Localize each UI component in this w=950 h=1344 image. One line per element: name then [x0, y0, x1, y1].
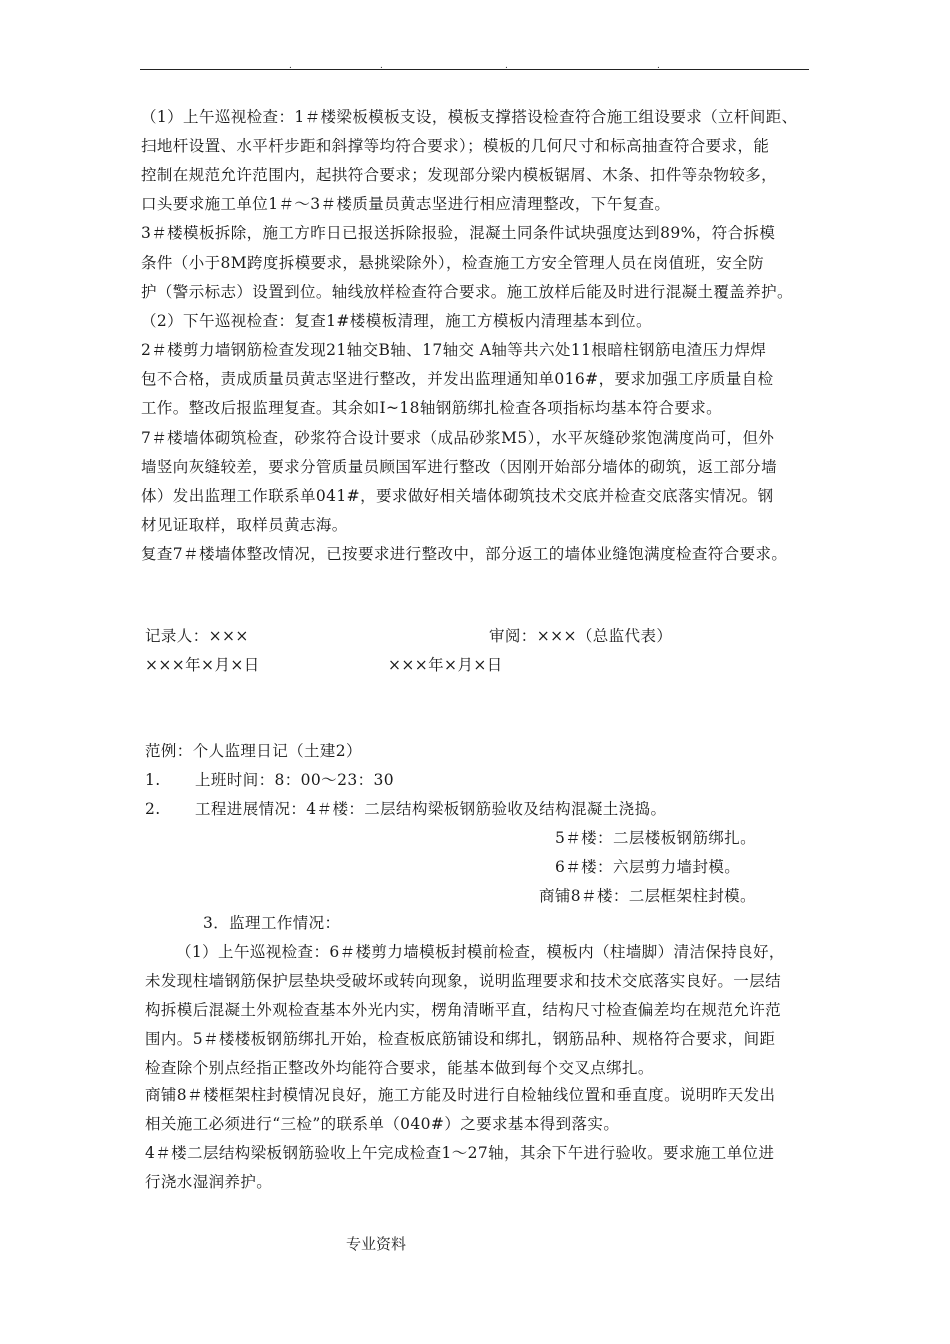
body-line: 墙竖向灰缝较差，要求分管质量员顾国军进行整改（因刚开始部分墙体的砌筑，返工部分墙: [141, 458, 778, 476]
body-line: 控制在规范允许范围内，起拱符合要求；发现部分梁内模板锯屑、木条、扣件等杂物较多，: [141, 166, 778, 184]
body-line: （1）上午巡视检查：1＃楼梁板模板支设，模板支撑搭设检查符合施工组设要求（立杆间距、: [141, 108, 798, 126]
item-number: 1.: [145, 771, 161, 789]
body-line: 商铺8＃楼框架柱封模情况良好，施工方能及时进行自检轴线位置和垂直度。说明昨天发出: [145, 1086, 776, 1104]
work-hours: 上班时间：8：00～23：30: [195, 771, 395, 789]
body-line: 7＃楼墙体砌筑检查，砂浆符合设计要求（成品砂浆M5），水平灰缝砂浆饱满度尚可，但外: [141, 429, 775, 447]
body-line: 3＃楼模板拆除，施工方昨日已报送拆除报验，混凝土同条件试块强度达到89%，符合拆模: [141, 224, 776, 242]
header-dot: .: [289, 61, 292, 71]
body-line: 2＃楼剪力墙钢筋检查发现21轴交B轴、17轴交 A轴等共六处11根暗柱钢筋电渣压力焊焊: [141, 341, 767, 359]
body-line: 工作。整改后报监理复查。其余如Ⅰ~18轴钢筋绑扎检查各项指标均基本符合要求。: [141, 399, 723, 417]
body-line: （1）上午巡视检查：6＃楼剪力墙模板封模前检查，模板内（柱墙脚）清洁保持良好，: [176, 943, 785, 961]
body-line: 4＃楼二层结构梁板钢筋验收上午完成检查1～27轴，其余下午进行验收。要求施工单位进: [145, 1144, 775, 1162]
recorder-date: ×××年×月×日: [145, 656, 260, 674]
body-line: 检查除个别点经指正整改外均能符合要求，能基本做到每个交叉点绑扎。: [145, 1059, 654, 1077]
body-line: 扫地杆设置、水平杆步距和斜撑等均符合要求）；模板的几何尺寸和标高抽查符合要求，能: [141, 137, 770, 155]
body-line: 构拆模后混凝土外观检查基本外光内实，楞角清晰平直，结构尺寸检查偏差均在规范允许范: [145, 1001, 782, 1019]
reviewer-label: 审阅：×××（总监代表）: [489, 627, 673, 645]
header-rule: [140, 69, 809, 70]
body-line: 体）发出监理工作联系单041#，要求做好相关墙体砌筑技术交底并检查交底落实情况。钢: [141, 487, 774, 505]
progress-heading: 工程进展情况：4＃楼：二层结构梁板钢筋验收及结构混凝土浇捣。: [195, 800, 667, 818]
body-line: 包不合格，责成质量员黄志坚进行整改，并发出监理通知单016#，要求加强工序质量自检: [141, 370, 774, 388]
body-line: 护（警示标志）设置到位。轴线放样检查符合要求。施工放样后能及时进行混凝土覆盖养护。: [141, 283, 793, 301]
reviewer-date: ×××年×月×日: [388, 656, 503, 674]
body-line: 围内。5＃楼楼板钢筋绑扎开始，检查板底筋铺设和绑扎，钢筋品种、规格符合要求，间距: [145, 1030, 776, 1048]
body-line: 复查7＃楼墙体整改情况，已按要求进行整改中，部分返工的墙体业缝饱满度检查符合要求。: [141, 545, 788, 563]
body-line: 口头要求施工单位1＃～3＃楼质量员黄志坚进行相应清理整改，下午复查。: [141, 195, 671, 213]
body-line: 条件（小于8M跨度拆模要求，悬挑梁除外），检查施工方安全管理人员在岗值班，安全防: [141, 254, 764, 272]
progress-item: 5＃楼：二层楼板钢筋绑扎。: [555, 829, 757, 847]
example-title: 范例：个人监理日记（土建2）: [145, 742, 362, 760]
progress-item: 6＃楼：六层剪力墙封模。: [555, 858, 741, 876]
header-dot: .: [380, 61, 383, 71]
body-line: 未发现柱墙钢筋保护层垫块受破坏或转向现象，说明监理要求和技术交底落实良好。一层结: [145, 972, 782, 990]
body-line: （2）下午巡视检查：复查1#楼模板清理，施工方模板内清理基本到位。: [141, 312, 652, 330]
body-line: 材见证取样，取样员黄志海。: [141, 516, 348, 534]
footer-label: 专业资料: [346, 1235, 407, 1253]
progress-item: 商铺8＃楼：二层框架柱封模。: [539, 887, 756, 905]
body-line: 相关施工必须进行“三检”的联系单（040#）之要求基本得到落实。: [145, 1115, 620, 1133]
header-dot: .: [505, 61, 508, 71]
header-dot: .: [657, 61, 660, 71]
recorder-label: 记录人：×××: [145, 627, 249, 645]
work-section-heading: 3．监理工作情况：: [203, 914, 341, 932]
body-line: 行浇水湿润养护。: [145, 1173, 273, 1191]
item-number: 2.: [145, 800, 161, 818]
